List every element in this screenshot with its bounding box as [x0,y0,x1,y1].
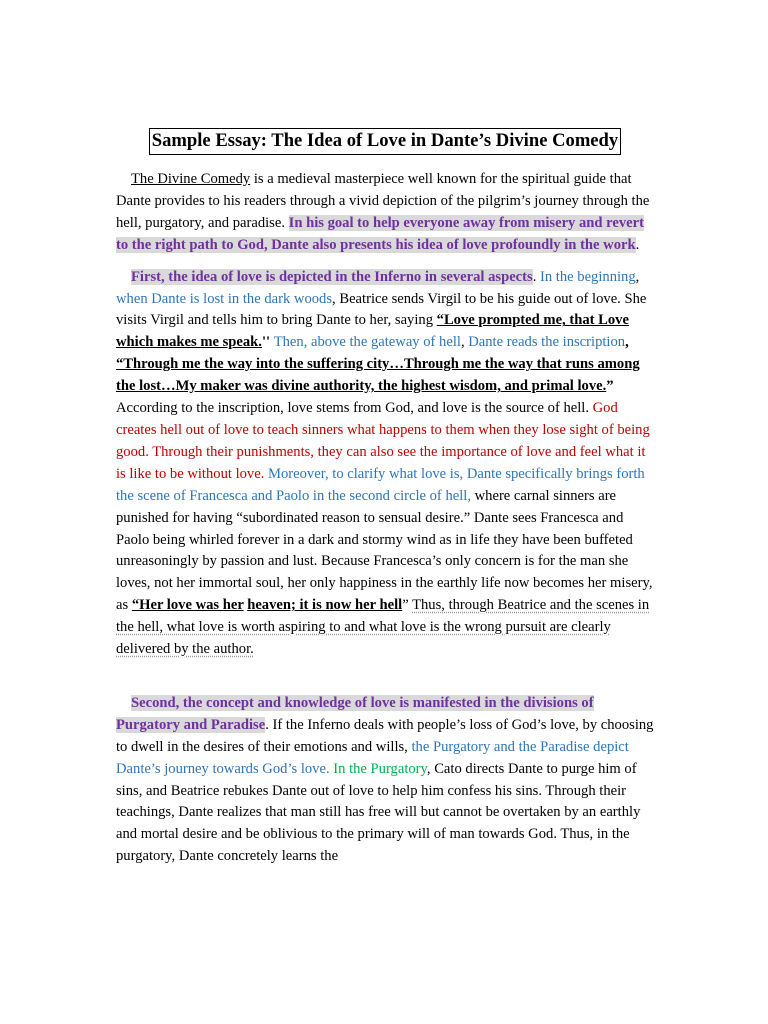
blue-text: Moreover, to clarify what love is, Dante specifically brings forth the scene of Francesca and Paolo in the second circle of hell, [116,465,645,504]
blue-text: In the beginning [540,268,636,285]
blue-text: Dante reads the inscription [468,334,626,351]
title-container [116,128,654,155]
text-run: , [625,334,629,351]
paragraph-purgatory [116,693,654,868]
green-text: In the Purgatory [333,760,427,777]
text-run: is a medieval masterpiece well known for the spiritual guide that Dante provides to his readers through a vivid depiction of the pilgrim’s journey through the hell, purgatory, and paradise. [116,171,650,231]
text-run: . [635,236,640,253]
dotted-underline-text: Thus, through Beatrice and the scenes in the hell, what love is worth aspiring to and what love is the wrong pursuit are clearly delivered by the author. [116,597,650,658]
thesis-highlight: In his goal to help everyone away from misery and revert to the right path to God, Dante also presents his idea of love profoundly in the work [116,214,644,253]
paragraph-inferno [116,267,654,661]
text-run: , Beatrice sends Virgil to be his guide out of love. She visits Virgil and tells him to bring Dante to her, saying [116,290,647,329]
quote-her-love: “Her love was her [131,597,244,614]
text-run: ” [402,597,413,614]
essay-title: Sample Essay: The Idea of Love in Dante’s Divine Comedy [149,128,621,155]
red-text: God creates hell out of love to teach sinners what happens to them when they lose sight of being good. Through their punishments, they can also see the importance of love and feel what it is like to be without love. [116,400,650,482]
text-run: ” [606,378,614,395]
book-title: The Divine Comedy [131,171,251,187]
quote-inscription: “Through me the way into the suffering city…Through me the way that runs among the lost…My maker was divine authority, the highest wisdom, and primal love. [116,356,640,395]
quote-love-prompted: “Love prompted me, that Love which makes me speak. [116,312,629,351]
blue-text: when Dante is lost in the dark woods [116,290,333,307]
text-run: According to the inscription, love stems from God, and love is the source of hell. [116,400,593,417]
quote-her-hell: heaven; it is now her hell [247,597,403,614]
text-run: . [532,268,540,285]
text-run: , [635,268,640,285]
text-run: , [460,334,469,351]
text-run: , Cato directs Dante to purge him of sins, and Beatrice rebukes Dante out of love to help him confess his sins. Through their teachings, Dante realizes that man still has free will but cannot be overtaken by an earthly and mortal desire and be oblivious to the primary will of man towards God. Thus, in the purgatory, Dante concretely learns the [116,760,641,865]
document-page [116,128,654,868]
topic-sentence-highlight: Second, the concept and knowledge of love is manifested in the divisions of Purgatory and Paradise [116,694,594,733]
topic-sentence-highlight: First, the idea of love is depicted in the Inferno in several aspects [131,268,533,285]
blue-text: Then, above the gateway of hell [273,334,461,351]
blue-text: the Purgatory and the Paradise depict Dante’s journey towards God’s love. [116,738,629,777]
text-run: . If the Inferno deals with people’s loss of God’s love, by choosing to dwell in the desires of their emotions and wills, [116,716,654,755]
paragraph-intro [116,169,654,257]
text-run: '' [261,334,274,351]
text-run: where carnal sinners are punished for having “subordinated reason to sensual desire.” Dante sees Francesca and Paolo being whirled forever in a dark and stormy wind as in life they have been buffeted unreasoningly by passion and lust. Because Francesca’s only concern is for the man she loves, not her immortal soul, her only happiness in the earthly life now becomes her misery, as [116,487,653,614]
